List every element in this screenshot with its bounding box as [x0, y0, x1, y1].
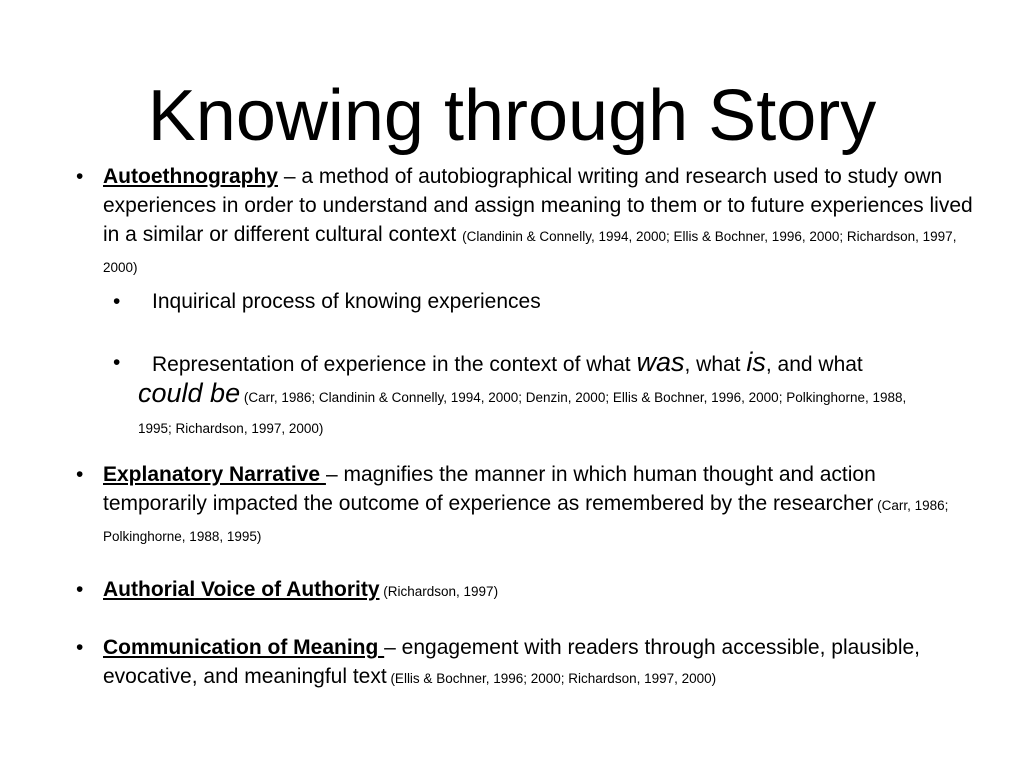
bullet-item-explanatory-narrative — [103, 460, 973, 551]
bullet-item-autoethnography — [103, 162, 983, 282]
sub-bullet-item-representation — [138, 348, 928, 443]
bullet-icon: • — [76, 578, 84, 601]
item-citation: (Carr, 1986; Clandinin & Connelly, 1994, 2000; Denzin, 2000; Ellis & Bochner, 1996, 2000; Polkinghorne, 1988, 1995; Richardson, 1997, 2000) — [138, 390, 907, 436]
emphasis-is: is — [746, 347, 766, 377]
bullet-item-communication-of-meaning — [103, 633, 973, 693]
term-authorial-voice: Authorial Voice of Authority — [103, 578, 380, 601]
term-explanatory-narrative: Explanatory Narrative — [103, 463, 326, 486]
term-autoethnography: Autoethnography — [103, 165, 278, 188]
bullet-icon: • — [113, 290, 121, 313]
bullet-item-authorial-voice — [103, 575, 973, 606]
emphasis-could-be: could be — [138, 378, 241, 408]
item-text: – a method of autobiographical writing and research used to study own experiences in order to understand and assign meaning to them or to future experiences lived in a similar or different cultural context — [103, 165, 973, 246]
sub-bullet-item-inquirical — [152, 287, 952, 316]
bullet-icon: • — [76, 463, 84, 486]
emphasis-was: was — [636, 347, 685, 377]
item-citation: (Richardson, 1997) — [379, 584, 499, 599]
bullet-icon: • — [113, 351, 121, 374]
item-text: Inquirical process of knowing experiences — [152, 290, 541, 313]
item-text: – engagement with readers through accessible, plausible, evocative, and meaningful text — [103, 636, 920, 688]
term-communication-of-meaning: Communication of Meaning — [103, 636, 385, 659]
item-text: – magnifies the manner in which human thought and action temporarily impacted the outcome of experience as remembered by the researcher — [103, 463, 876, 515]
item-citation: (Carr, 1986; Polkinghorne, 1988, 1995) — [103, 498, 949, 544]
item-text: , and what — [765, 353, 863, 376]
slide-title: Knowing through Story — [147, 76, 877, 156]
bullet-icon: • — [76, 636, 84, 659]
item-text: Representation of experience in the context of what — [152, 353, 637, 376]
item-text: , what — [684, 353, 747, 376]
bullet-icon: • — [76, 165, 84, 188]
item-citation: (Ellis & Bochner, 1996; 2000; Richardson, 1997, 2000) — [386, 671, 717, 686]
item-citation: (Clandinin & Connelly, 1994, 2000; Ellis & Bochner, 1996, 2000; Richardson, 1997, 2000) — [103, 229, 957, 275]
